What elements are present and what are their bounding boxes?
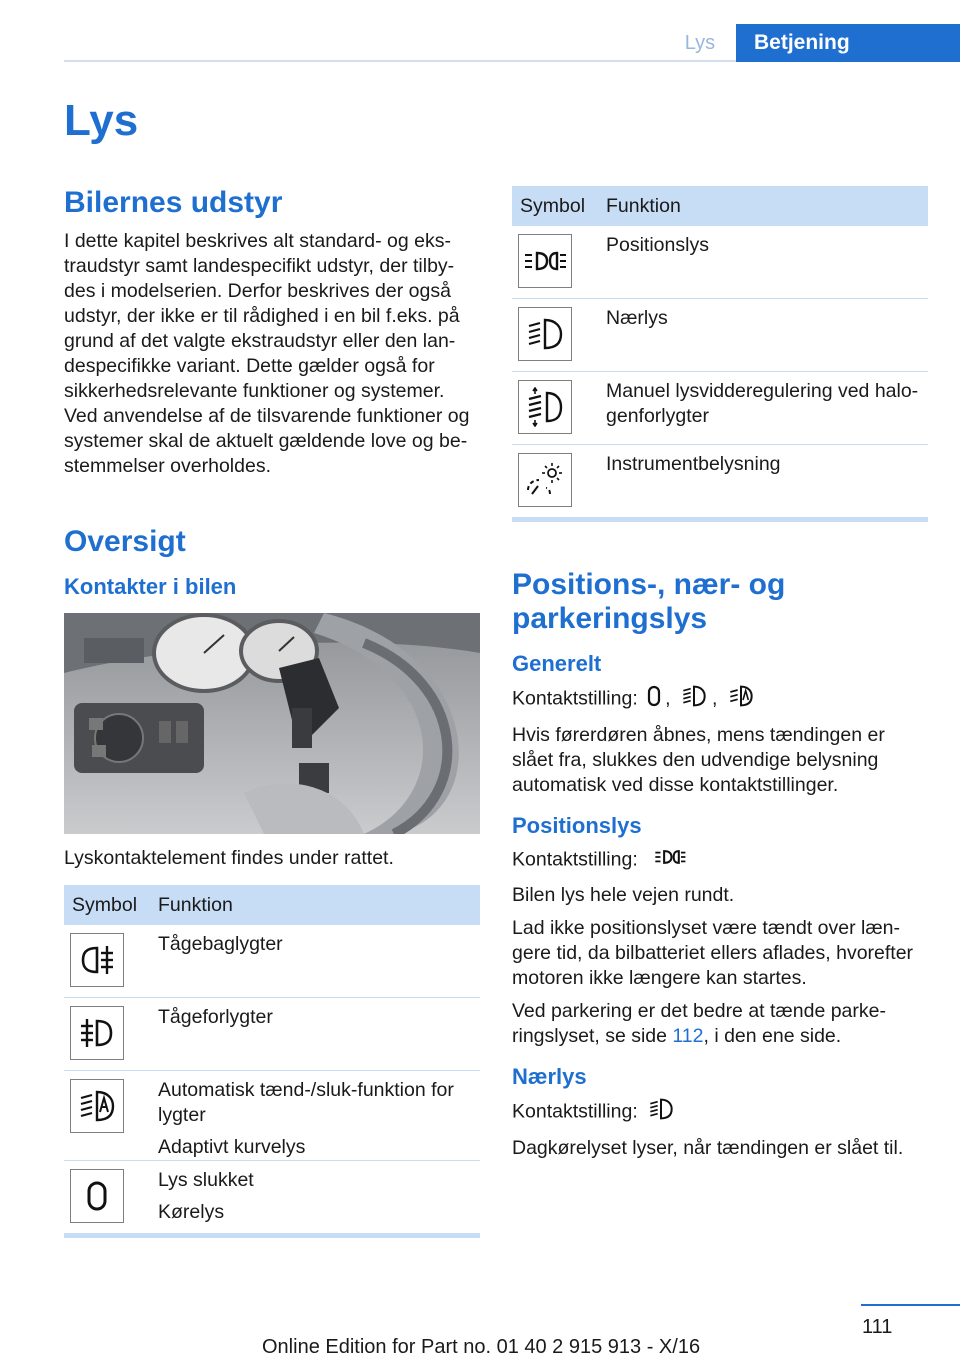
lights-off-icon <box>647 685 661 714</box>
right-column <box>512 186 928 1161</box>
auto-headlight-icon <box>727 684 755 715</box>
table-cell-funktion: Nærlys <box>606 307 668 329</box>
table-cell-funktion: Manuel lysvidderegulering ved halo- genforlygter <box>606 380 919 427</box>
naerlys-kontaktstilling: Kontaktstilling: <box>512 1097 928 1128</box>
table-row <box>512 299 928 372</box>
heading-generelt: Generelt <box>512 651 602 676</box>
lights-off-icon <box>70 1169 124 1223</box>
intro-paragraph: I dette kapitel beskrives alt standard- og eks- traudstyr samt landespecifikt udstyr, der tilby- des i modelserien. Derfor beskrives der også udstyr, der ikke er til rådighed i en bil f.eks. på grund af det valgte ekstraudstyr eller den lan- despecifikke variant. Dette gælder også for sikkerhedsrelevante funktioner og systemer. Ved anvendelse af de tilsvarende funktioner og systemer skal de aktuelt gældende love og be- stemmelser overholdes. <box>64 230 470 477</box>
page-title: Lys <box>64 96 139 145</box>
photo-caption: Lyskontaktelement findes under rattet. <box>64 847 394 869</box>
left-symbol-table <box>64 885 480 1233</box>
auto-headlight-icon <box>70 1079 124 1133</box>
table-footer-rule <box>64 1233 480 1238</box>
table-cell-funktion: Tågeforlygter <box>158 1006 273 1028</box>
table-cell-funktion: Lys slukket <box>158 1169 254 1191</box>
heading-naerlys: Nærlys <box>512 1064 587 1089</box>
positionslys-paragraph-1: Bilen lys hele vejen rundt. <box>512 884 735 906</box>
header-chapter: Betjening <box>736 24 960 62</box>
dashboard-light-switch-photo <box>64 613 480 834</box>
table-row <box>512 445 928 518</box>
parking-light-icon <box>647 846 693 875</box>
col-header-symbol: Symbol <box>64 885 158 925</box>
positionslys-kontaktstilling: Kontaktstilling: <box>512 846 928 875</box>
generelt-kontaktstilling: Kontaktstilling: , , <box>512 684 928 715</box>
heading-oversigt: Oversigt <box>64 525 186 558</box>
table-cell-funktion-2: Adaptivt kurvelys <box>158 1136 306 1158</box>
heading-positionslys: Positionslys <box>512 813 642 838</box>
table-cell-funktion: Instrumentbelysning <box>606 453 781 475</box>
right-symbol-table <box>512 186 928 517</box>
left-column <box>64 186 480 1238</box>
low-beam-icon <box>680 684 708 715</box>
heading-kontakter: Kontakter i bilen <box>64 574 237 599</box>
table-cell-funktion: Tågebaglygter <box>158 933 283 955</box>
table-cell-funktion: Positionslys <box>606 234 709 256</box>
instrument-lighting-icon <box>518 453 572 507</box>
fog-rear-icon <box>70 933 124 987</box>
table-cell-funktion-2: Kørelys <box>158 1201 225 1223</box>
heading-bilernes-udstyr: Bilernes udstyr <box>64 186 283 219</box>
table-row <box>512 226 928 299</box>
heading-positions-naer-parkeringslys: Positions-, nær- og parkeringslys <box>512 568 786 635</box>
table-cell-funktion: Automatisk tænd-/sluk-funktion for lygter <box>158 1079 454 1126</box>
col-header-funktion: Funktion <box>606 186 928 226</box>
generelt-paragraph: Hvis førerdøren åbnes, mens tændingen er slået fra, slukkes den udvendige belysning automatisk ved disse kontaktstillinger. <box>512 724 885 796</box>
low-beam-icon <box>647 1097 675 1128</box>
page-reference-link[interactable]: 112 <box>672 1025 704 1047</box>
edition-info: Online Edition for Part no. 01 40 2 915 913 - X/16 <box>262 1336 701 1358</box>
table-row <box>64 925 480 998</box>
parking-light-icon <box>518 234 572 288</box>
header-section: Lys <box>684 32 716 54</box>
positionslys-paragraph-2: Lad ikke positionslyset være tændt over læn- gere tid, da bilbatteriet ellers aflades, hvorefter motoren ikke længere kan startes. <box>512 917 914 989</box>
naerlys-paragraph: Dagkørelyset lyser, når tændingen er slået til. <box>512 1137 904 1159</box>
table-row <box>64 998 480 1071</box>
table-row <box>64 1161 480 1234</box>
table-row <box>512 372 928 445</box>
positionslys-paragraph-3: Ved parkering er det bedre at tænde parke- ringslyset, se side 112, i den ene side. <box>512 1000 886 1047</box>
footer-rule <box>861 1304 960 1306</box>
headlight-range-icon <box>518 380 572 434</box>
col-header-symbol: Symbol <box>512 186 606 226</box>
low-beam-icon <box>518 307 572 361</box>
table-footer-rule <box>512 517 928 522</box>
col-header-funktion: Funktion <box>158 885 480 925</box>
fog-front-icon <box>70 1006 124 1060</box>
page-number: 111 <box>862 1316 893 1338</box>
table-row <box>64 1071 480 1161</box>
